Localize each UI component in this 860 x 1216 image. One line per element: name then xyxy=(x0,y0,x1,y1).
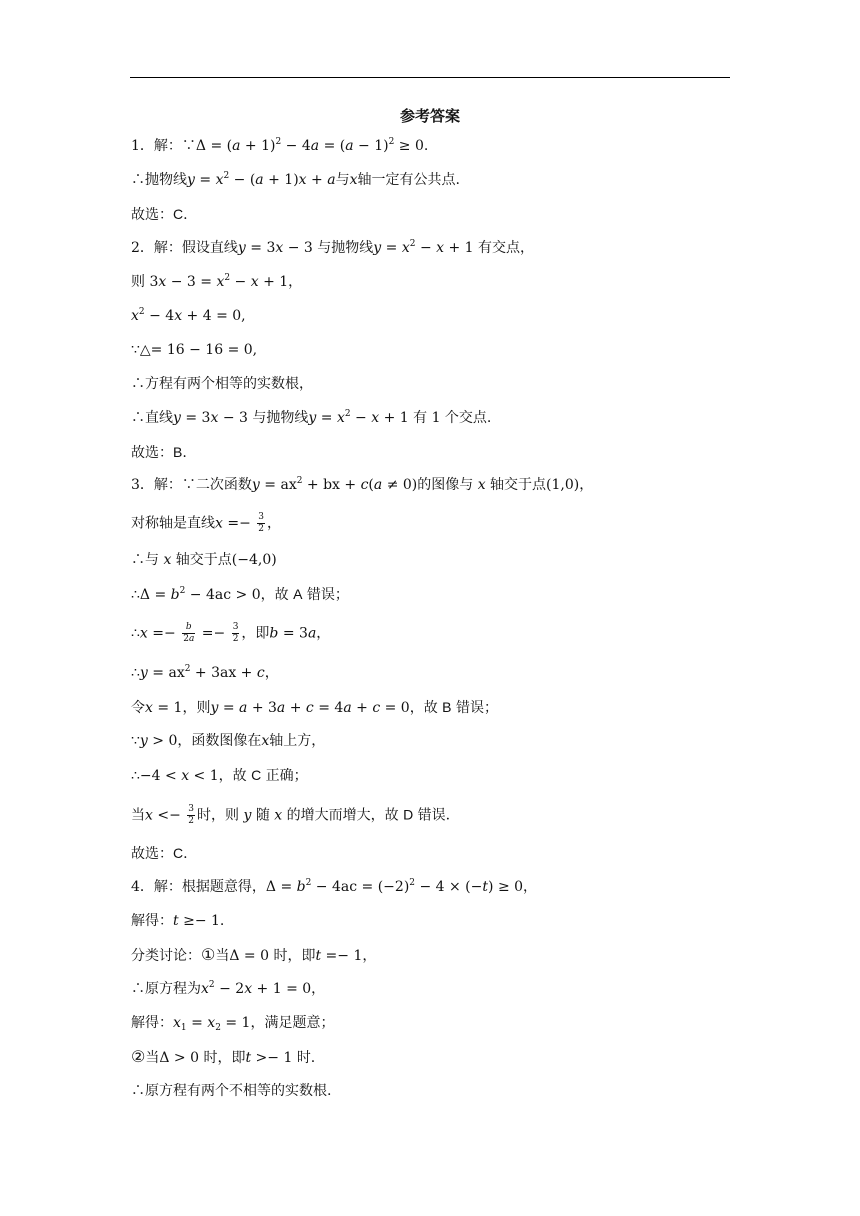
answer-line: 当x <− $\frac{3}{2}$ 时，则 y 随 x 的增大而增大，故 D 错误. xyxy=(131,804,451,826)
answer-line: 1．解：∵Δ = $(a + 1)^2 - 4a = (a - 1)^2 \ge 0$. xyxy=(131,137,429,154)
answer-line: 令x = 1，则y = a + 3a + c = 4a + c = 0，故 B 错误； xyxy=(131,699,498,716)
answer-line: 故选：C. xyxy=(131,206,188,223)
answer-line: 故选：C. xyxy=(131,845,188,862)
answer-line: 分类讨论：①当Δ = 0 时，即t =− 1， xyxy=(131,945,377,964)
answer-line: ∴−4 < x < 1，故 C 正确； xyxy=(131,767,308,784)
answer-line: ∵y > 0，函数图像在x轴上方， xyxy=(131,733,326,749)
answer-line: ∴抛物线$y = x^2 - (a + 1)x + a$与x轴一定有公共点. xyxy=(131,171,460,188)
answer-line: $x^2 - 4x + 4 = 0$, xyxy=(131,307,246,324)
answer-line: ∴方程有两个相等的实数根， xyxy=(131,376,313,392)
answer-line: ②当Δ > 0 时，即t >− 1 时. xyxy=(131,1047,316,1066)
answer-line: ∵△= 16 − 16 = 0, xyxy=(131,342,258,358)
answer-line: ∴直线y = 3x − 3 与抛物线$y = x^2 - x + 1$ 有 1 个交点. xyxy=(131,409,492,426)
answer-line: 解得：t ≥− 1. xyxy=(131,913,225,929)
answer-line: 对称轴是直线x =− $\frac{3}{2}$ ， xyxy=(131,512,282,534)
answer-line: 则 $3x - 3 = x^2 - x + 1$， xyxy=(131,273,303,290)
header-rule xyxy=(130,77,730,78)
answer-line: 4．解：根据题意得，$\Delta = b^2 - 4ac = (-2)^2 - 4 \times (-t) \ge 0$， xyxy=(131,878,538,895)
answer-line: 2．解：假设直线y = 3x − 3 与抛物线$y = x^2 - x + 1$ 有交点， xyxy=(131,239,535,256)
answer-line: ∴Δ = $b^2 - 4ac > 0$，故 A 错误； xyxy=(131,586,349,603)
answer-line: 解得：$x_1 = x_2 = 1$，满足题意； xyxy=(131,1015,335,1033)
answer-line: 故选：B. xyxy=(131,444,187,461)
answer-line: ∴x =− $\frac{b}{2a}$ =− $\frac{3}{2}$ ，即b = 3a， xyxy=(131,622,331,644)
answer-line: ∴y = $ax^2 + 3ax + c$， xyxy=(131,664,279,681)
answer-line: ∴原方程为$x^2 - 2x + 1 = 0$， xyxy=(131,980,326,997)
page-title: 参考答案 xyxy=(399,107,460,125)
answer-line: ∴原方程有两个不相等的实数根. xyxy=(131,1083,332,1099)
answer-line: 3．解：∵二次函数$y = ax^2$ + bx + c(a ≠ 0)的图像与 x 轴交于点(1,0)， xyxy=(131,476,594,493)
answer-line: ∴与 x 轴交于点(−4,0) xyxy=(131,552,277,568)
